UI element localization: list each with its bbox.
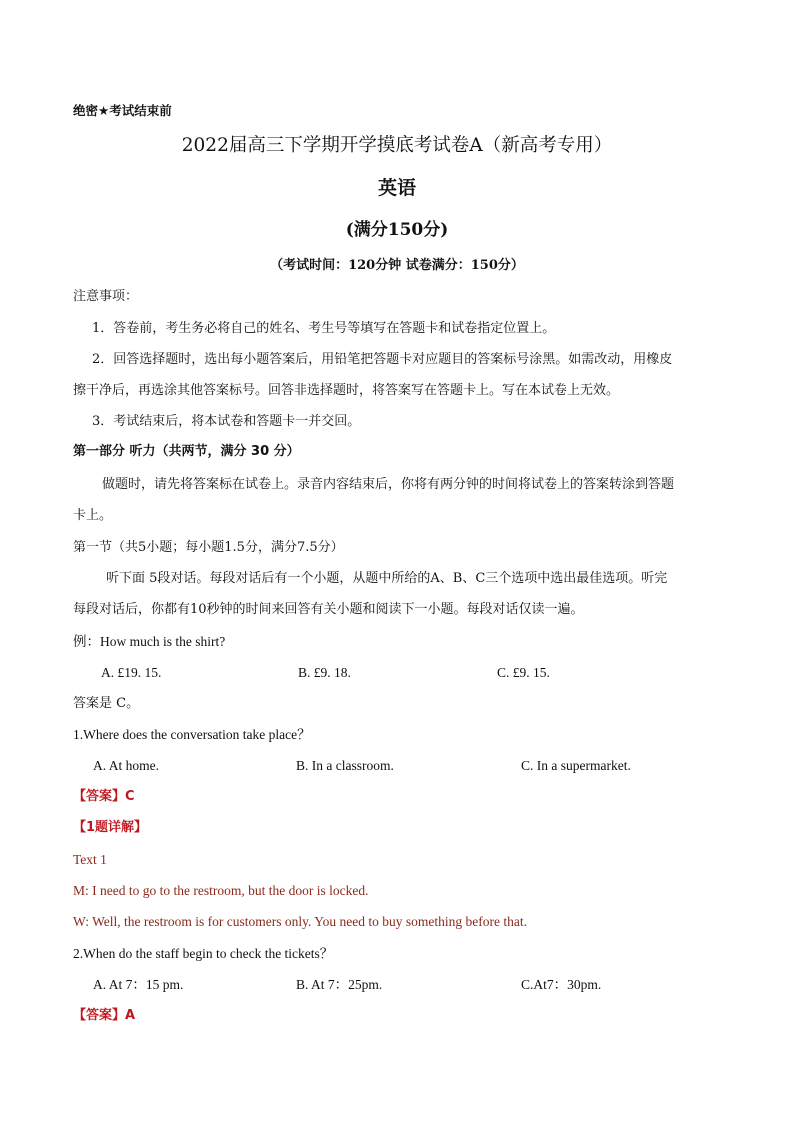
q1-option-c: C. In a supermarket. (521, 758, 631, 773)
q1-dialogue-w: W: Well, the restroom is for customers only. You need to buy something before that. (73, 914, 527, 929)
example-question: 例：How much is the shirt? (73, 634, 226, 649)
page-title: 2022届高三下学期开学摸底考试卷A（新高考专用） (181, 135, 613, 156)
part1-title: 第一部分 听力（共两节，满分 30 分） (73, 444, 300, 459)
example-answer: 答案是 C。 (73, 696, 140, 711)
section1-instructions: 听下面 5段对话。每段对话后有一个小题，从题中所给的A、B、C三个选项中选出最佳选项。听完 (106, 571, 668, 586)
notice-item-1: 1．答卷前，考生务必将自己的姓名、考生号等填写在答题卡和试卷指定位置上。 (92, 321, 556, 336)
q1-answer: 【答案】C (73, 789, 135, 804)
q1-question: 1.Where does the conversation take place？ (73, 727, 311, 742)
notice-item-3: 3．考试结束后，将本试卷和答题卡一并交回。 (92, 414, 361, 429)
q1-text-label: Text 1 (73, 852, 107, 867)
section1-instructions-cont: 每段对话后，你都有10秒钟的时间来回答有关小题和阅读下一小题。每段对话仅读一遍。 (73, 602, 584, 617)
example-option-b: B. £9. 18. (298, 665, 351, 680)
q1-detail-title: 【1题详解】 (73, 820, 148, 835)
subject-title: 英语 (377, 177, 416, 199)
part1-intro: 做题时，请先将答案标在试卷上。录音内容结束后，你将有两分钟的时间将试卷上的答案转涂到答题 (102, 477, 675, 492)
q1-option-b: B. In a classroom. (296, 758, 394, 773)
q1-option-a: A. At home. (93, 758, 159, 773)
part1-intro-cont: 卡上。 (73, 508, 113, 523)
q2-question: 2.When do the staff begin to check the tickets？ (73, 946, 334, 961)
full-score: (满分150分) (345, 220, 449, 240)
q2-answer: 【答案】A (73, 1008, 136, 1023)
section1-title: 第一节（共5小题；每小题1.5分，满分7.5分） (73, 540, 344, 555)
q2-option-c: C.At7：30pm. (521, 977, 602, 992)
q2-option-b: B. At 7：25pm. (296, 977, 383, 992)
notice-item-2: 2．回答选择题时，选出每小题答案后，用铅笔把答题卡对应题目的答案标号涂黑。如需改动，用橡皮 (92, 352, 673, 367)
time-info: （考试时间：120分钟 试卷满分：150分） (270, 258, 524, 273)
q1-dialogue-m: M: I need to go to the restroom, but the door is locked. (73, 883, 369, 898)
secret-label: 绝密★考试结束前 (73, 103, 172, 118)
notice-title: 注意事项： (73, 289, 139, 304)
notice-item-2-cont: 擦干净后，再选涂其他答案标号。回答非选择题时，将答案写在答题卡上。写在本试卷上无效。 (73, 383, 620, 398)
example-option-c: C. £9. 15. (497, 665, 550, 680)
q2-option-a: A. At 7：15 pm. (93, 977, 184, 992)
example-option-a: A. £19. 15. (101, 665, 162, 680)
